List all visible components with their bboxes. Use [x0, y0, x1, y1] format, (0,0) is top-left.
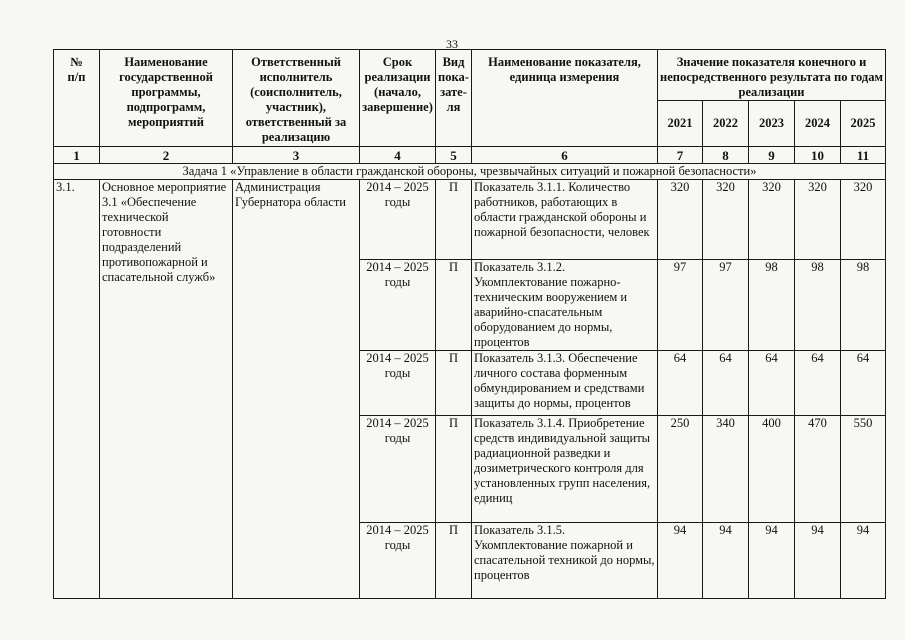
value-cell: 94 — [841, 523, 886, 599]
header-year: 2022 — [703, 101, 749, 147]
value-cell: 98 — [841, 260, 886, 351]
table-row — [54, 180, 886, 260]
value-cell: 97 — [658, 260, 703, 351]
term-cell: 2014 – 2025 годы — [360, 351, 436, 416]
column-number: 3 — [233, 147, 360, 164]
value-cell: 98 — [795, 260, 841, 351]
measure-executor: Администрация Губернатора области — [233, 180, 360, 599]
header-indicator: Наименование показателя, единица измерения — [472, 50, 658, 147]
value-cell: 64 — [795, 351, 841, 416]
indicator-cell: Показатель 3.1.1. Количество работников, работающих в области гражданской обороны и пожарной безопасности, человек — [472, 180, 658, 260]
table-header — [54, 50, 886, 147]
column-number: 9 — [749, 147, 795, 164]
task-title: Задача 1 «Управление в области гражданской обороны, чрезвычайных ситуаций и пожарной безопасности» — [54, 164, 886, 180]
column-number: 8 — [703, 147, 749, 164]
value-cell: 94 — [795, 523, 841, 599]
measure-number: 3.1. — [54, 180, 100, 599]
header-name: Наименование государственной программы, подпрограмм, мероприятий — [100, 50, 233, 147]
indicator-cell: Показатель 3.1.5. Укомплектование пожарной и спасательной техникой до нормы, процентов — [472, 523, 658, 599]
column-number: 10 — [795, 147, 841, 164]
value-cell: 64 — [841, 351, 886, 416]
term-cell: 2014 – 2025 годы — [360, 180, 436, 260]
header-values: Значение показателя конечного и непосредственного результата по годам реализации — [658, 50, 886, 101]
column-number: 6 — [472, 147, 658, 164]
type-cell: П — [436, 523, 472, 599]
value-cell: 97 — [703, 260, 749, 351]
column-number: 7 — [658, 147, 703, 164]
value-cell: 250 — [658, 416, 703, 523]
header-year: 2024 — [795, 101, 841, 147]
indicator-cell: Показатель 3.1.2. Укомплектование пожарно-техническим вооружением и аварийно-спасательным оборудованием до нормы, процентов — [472, 260, 658, 351]
value-cell: 94 — [703, 523, 749, 599]
type-cell: П — [436, 180, 472, 260]
value-cell: 64 — [658, 351, 703, 416]
indicator-cell: Показатель 3.1.3. Обеспечение личного состава форменным обмундированием и средствами защиты до нормы, процентов — [472, 351, 658, 416]
column-number: 2 — [100, 147, 233, 164]
indicator-cell: Показатель 3.1.4. Приобретение средств индивидуальной защиты радиационной разведки и дозиметрического контроля для установленных групп населения, единиц — [472, 416, 658, 523]
column-number-row — [54, 147, 886, 164]
measure-name: Основное мероприятие 3.1 «Обеспечение технической готовности подразделений противопожарной и спасательной служб» — [100, 180, 233, 599]
header-executor: Ответственный исполнитель (соисполнитель, участник), ответственный за реализацию — [233, 50, 360, 147]
header-type: Вид пока-зате-ля — [436, 50, 472, 147]
value-cell: 320 — [703, 180, 749, 260]
column-number: 4 — [360, 147, 436, 164]
type-cell: П — [436, 351, 472, 416]
column-number: 1 — [54, 147, 100, 164]
header-year: 2021 — [658, 101, 703, 147]
type-cell: П — [436, 416, 472, 523]
type-cell: П — [436, 260, 472, 351]
value-cell: 320 — [658, 180, 703, 260]
value-cell: 320 — [795, 180, 841, 260]
indicators-table — [53, 49, 886, 599]
value-cell: 340 — [703, 416, 749, 523]
value-cell: 320 — [749, 180, 795, 260]
column-number: 5 — [436, 147, 472, 164]
header-num: № п/п — [54, 50, 100, 147]
term-cell: 2014 – 2025 годы — [360, 416, 436, 523]
value-cell: 64 — [703, 351, 749, 416]
header-year: 2025 — [841, 101, 886, 147]
column-number: 11 — [841, 147, 886, 164]
value-cell: 470 — [795, 416, 841, 523]
term-cell: 2014 – 2025 годы — [360, 260, 436, 351]
value-cell: 98 — [749, 260, 795, 351]
page-number: 33 — [446, 37, 458, 51]
header-term: Срок реализации (начало, завершение) — [360, 50, 436, 147]
value-cell: 550 — [841, 416, 886, 523]
value-cell: 94 — [658, 523, 703, 599]
value-cell: 94 — [749, 523, 795, 599]
value-cell: 400 — [749, 416, 795, 523]
task-row — [54, 164, 886, 180]
value-cell: 64 — [749, 351, 795, 416]
value-cell: 320 — [841, 180, 886, 260]
header-year: 2023 — [749, 101, 795, 147]
term-cell: 2014 – 2025 годы — [360, 523, 436, 599]
